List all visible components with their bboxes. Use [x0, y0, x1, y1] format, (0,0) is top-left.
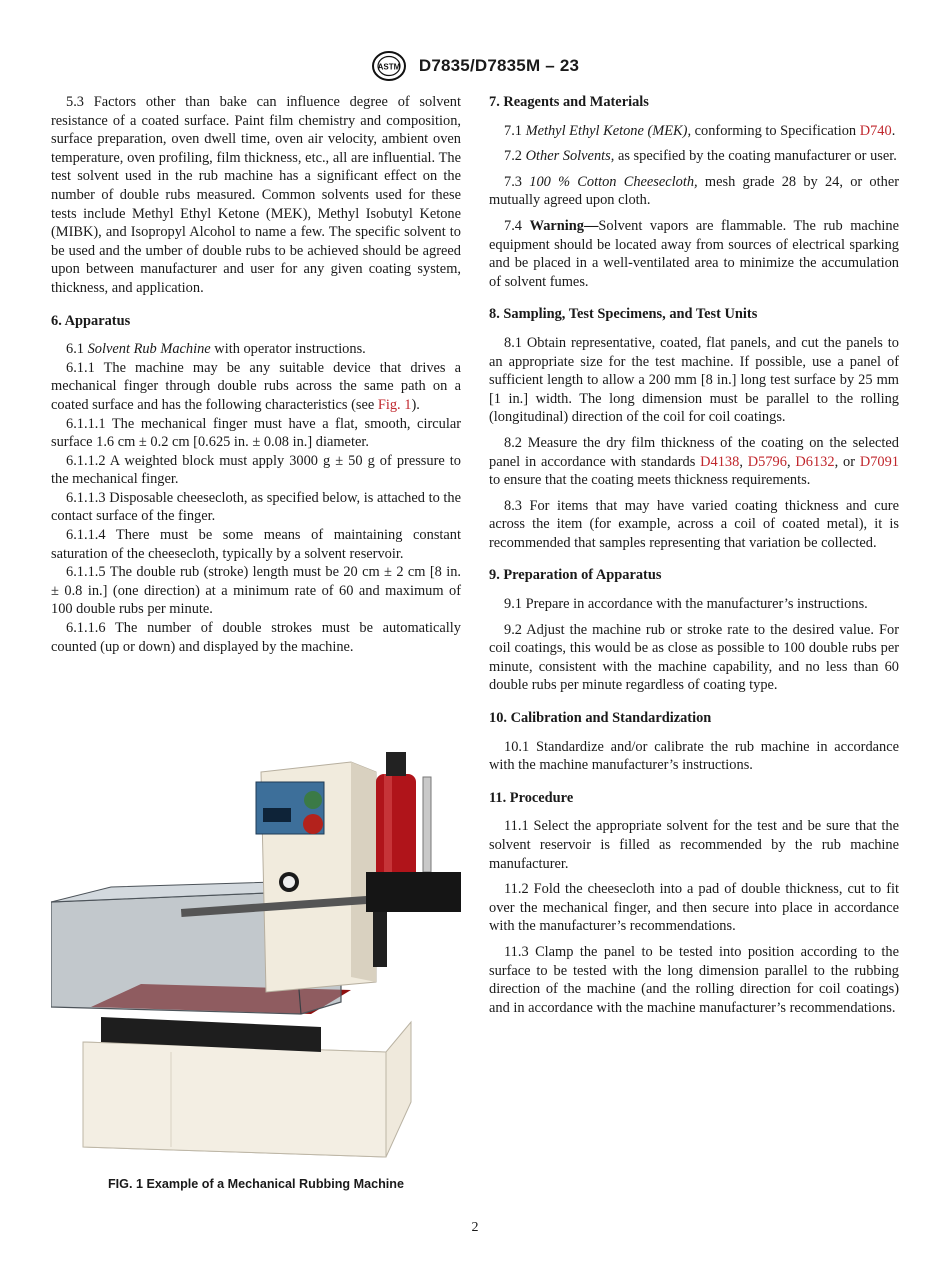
standard-designation: D7835/D7835M – 23	[418, 56, 580, 75]
d740-link[interactable]: D740	[859, 122, 892, 139]
section-8-heading: 8. Sampling, Test Specimens, and Test Units	[489, 306, 758, 323]
section-7-heading: 7. Reagents and Materials	[489, 94, 649, 110]
right-column	[489, 93, 899, 1024]
paragraph-11-1: 11.1 Select the appropriate solvent for the test and be sure that the solvent reservoir is filled as recommended by the rub machine manufacturer.	[489, 818, 899, 872]
paragraph-7-1: 7.1 Methyl Ethyl Ketone (MEK), conforming to Specification D740.	[504, 122, 896, 139]
paragraph-7-3: 7.3 100 % Cotton Cheesecloth, mesh grade 28 by 24, or other mutually agreed upon cloth.	[489, 173, 899, 209]
paragraph-9-1: 9.1 Prepare in accordance with the manufacturer’s instructions.	[504, 596, 868, 613]
paragraph-6-1-1-5: 6.1.1.5 The double rub (stroke) length must be 20 cm ± 2 cm [8 in. ± 0.8 in.] (one direction) at a minimum rate of 60 and maximum of 100 double rubs per minute.	[51, 564, 461, 618]
paragraph-6-1-1-4: 6.1.1.4 There must be some means of maintaining constant saturation of the cheesecloth, typically by a solvent reservoir.	[51, 527, 461, 562]
paragraph-6-1: 6.1 Solvent Rub Machine with operator instructions.	[66, 341, 366, 358]
astm-logo-icon	[371, 50, 407, 82]
paragraph-6-1-1: 6.1.1 The machine may be any suitable device that drives a mechanical finger through double rubs across the same path on a coated surface and has the following characteristics (see Fig. 1).	[51, 359, 461, 413]
paragraph-11-3: 11.3 Clamp the panel to be tested into position according to the surface to be tested with the long dimension parallel to the rubbing direction of the machine (and the rolling direction for coil coatings) and in accordance with the machine manufacturer’s recommendations.	[489, 943, 899, 1016]
d7091-link[interactable]: D7091	[859, 453, 900, 470]
page-header	[0, 50, 950, 82]
paragraph-6-1-1-2: 6.1.1.2 A weighted block must apply 3000 g ± 50 g of pressure to the mechanical finger.	[51, 452, 461, 488]
section-6-heading: 6. Apparatus	[51, 312, 131, 329]
figure-1-caption: FIG. 1 Example of a Mechanical Rubbing Machine	[107, 1177, 404, 1191]
paragraph-6-1-1-3: 6.1.1.3 Disposable cheesecloth, as specified below, is attached to the contact surface of the finger.	[51, 489, 461, 525]
d5796-link[interactable]: D5796	[747, 453, 787, 470]
paragraph-5-3: 5.3 Factors other than bake can influence degree of solvent resistance of a coated surface. Paint film chemistry and composition, surface preparation, oven dwell time, oven air velocity, ambient oven temperature, oven profiling, film thickness, etc., all are influential. The test solvent used in the rub machine has a significant effect on the number of double rubs measured. Common solvents used for these tests include Methyl Ethyl Ketone (MEK), Methyl Isobutyl Ketone (MIBK), and Isopropyl Alcohol to name a few. The specific solvent to be used and the umber of double rubs to be achieved should be agreed upon between manufacturer and user for any given coating system, thickness, and application.	[51, 94, 461, 296]
left-column	[51, 93, 461, 656]
paragraph-11-2: 11.2 Fold the cheesecloth into a pad of double thickness, cut to fit over the mechanical finger, and then secure into place in accordance with the manufacturer’s recommendations.	[489, 881, 899, 935]
rubbing-machine-figure	[51, 752, 462, 1172]
paragraph-10-1: 10.1 Standardize and/or calibrate the rub machine in accordance with the machine manufacturer’s instructions.	[489, 738, 899, 774]
paragraph-9-2: 9.2 Adjust the machine rub or stroke rate to the desired value. For coil coatings, this would be as close as possible to 100 double rubs per minute, consistent with the machine capability, and no less than 60 double rubs per minute regardless of coating type.	[489, 621, 899, 694]
section-9-heading: 9. Preparation of Apparatus	[489, 567, 662, 584]
d6132-link[interactable]: D6132	[795, 453, 835, 470]
paragraph-8-2: 8.2 Measure the dry film thickness of the coating on the selected panel in accordance with standards D4138, D5796, D6132, or D7091 to ensure that the coating meets thickness requirements.	[489, 434, 900, 489]
section-11-heading: 11. Procedure	[489, 789, 574, 806]
page-number: 2	[471, 1220, 479, 1235]
paragraph-6-1-1-6: 6.1.1.6 The number of double strokes must be automatically counted (up or down) and displayed by the machine.	[51, 620, 461, 655]
section-10-heading: 10. Calibration and Standardization	[489, 710, 712, 727]
paragraph-7-2: 7.2 Other Solvents, as specified by the coating manufacturer or user.	[504, 148, 897, 165]
paragraph-6-1-1-1: 6.1.1.1 The mechanical finger must have a flat, smooth, circular surface 1.6 cm ± 0.2 cm [0.625 in. ± 0.08 in.] diameter.	[51, 415, 461, 451]
paragraph-8-1: 8.1 Obtain representative, coated, flat panels, and cut the panels to an appropriate size for the test machine. If possible, use a panel of sufficient length to allow a 200 mm [8 in.] long test surface by 25 mm [1 in.] width. The long dimension must be parallel to the rolling (longitudinal) direction of the coil for coil coatings.	[489, 334, 899, 426]
paragraph-8-3: 8.3 For items that may have varied coating thickness and cure across the item (for example, across a coil of coated metal), it is recommended that samples representing that variation be collected.	[489, 497, 899, 551]
d4138-link[interactable]: D4138	[700, 453, 740, 470]
fig-1-link[interactable]: Fig. 1	[377, 396, 412, 413]
paragraph-7-4: 7.4 Warning—Solvent vapors are flammable. The rub machine equipment should be located away from sources of electrical sparking and be placed in a well-ventilated area to minimize the accumulation of solvent fumes.	[489, 217, 899, 290]
svg-text:ASTM: ASTM	[377, 62, 401, 72]
